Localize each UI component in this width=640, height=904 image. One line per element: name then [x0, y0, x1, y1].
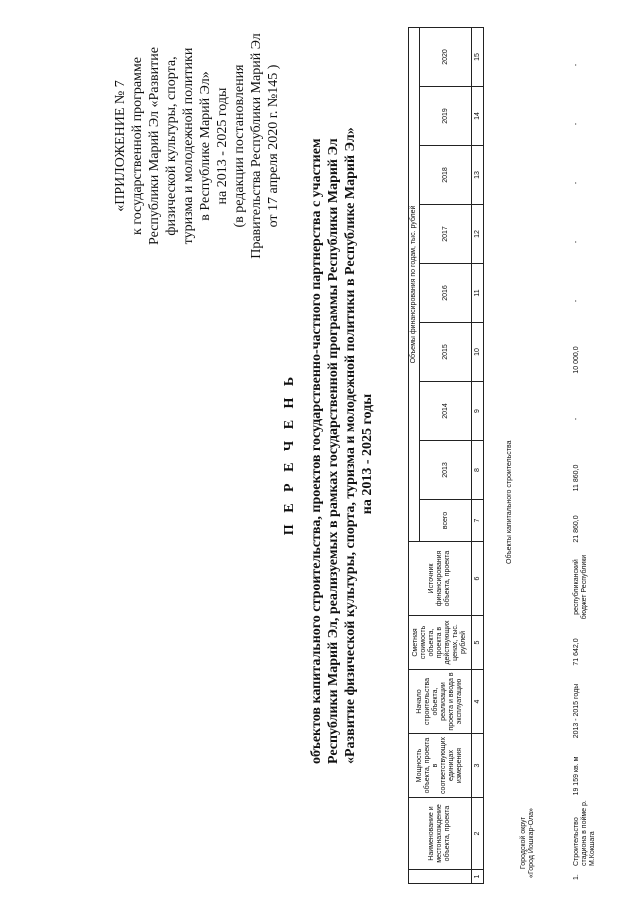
col-number: 7	[472, 500, 484, 542]
title-line: на 2013 - 2025 годы	[360, 393, 375, 515]
col-number: 3	[472, 734, 484, 798]
row-capacity: 19 159 кв. м	[573, 756, 580, 796]
header-year: 2014	[420, 382, 472, 441]
col-number: 10	[472, 323, 484, 382]
col-number: 9	[472, 382, 484, 441]
row-year-value: -	[573, 181, 580, 185]
row-year-value: -	[573, 122, 580, 126]
appendix-line: Республики Марий Эл «Развитие	[147, 47, 162, 245]
row-cost: 71 642,0	[573, 638, 580, 666]
appendix-line: от 17 апреля 2020 г. №145 )	[266, 64, 281, 228]
col-number: 5	[472, 616, 484, 670]
header-source: Источник финансирования объекта, проекта	[409, 542, 472, 616]
header-name: Наименование и местонахождение объекта, проекта	[409, 798, 472, 870]
col-number: 1	[472, 870, 484, 884]
row-year-value: 10 000,0	[573, 346, 580, 374]
col-number: 12	[472, 205, 484, 264]
row-year-value: -	[573, 417, 580, 421]
document-title	[282, 127, 376, 764]
row-year-value: -	[573, 240, 580, 244]
header-year: 2013	[420, 441, 472, 500]
title-line: Республики Марий Эл, реализуемых в рамках государственной программы Республики Марий Эл	[326, 138, 341, 764]
row-year-value: -	[573, 299, 580, 303]
appendix-line: на 2013 - 2025 годы	[215, 87, 230, 205]
header-year: 2018	[420, 146, 472, 205]
header-cost: Сметная стоимость объекта, проекта в действующих ценах, тыс. рублей	[409, 616, 472, 670]
appendix-line: физической культуры, спорта,	[164, 56, 179, 236]
appendix-block	[112, 28, 282, 264]
col-number: 13	[472, 146, 484, 205]
row-name: Строительство стадиона в пойме р. М.Кокшага	[573, 800, 596, 866]
header-total: всего	[420, 500, 472, 542]
header-year: 2019	[420, 87, 472, 146]
col-number: 8	[472, 441, 484, 500]
title-line: объектов капитального строительства, проектов государственно-частного партнерства с участием	[309, 138, 324, 764]
header-start: Начало строительства объекта, реализации проекта и ввода в эксплуатацию	[409, 670, 472, 734]
header-funding: Объемы финансирования по годам, тыс. рублей	[409, 27, 420, 541]
row-year-value: 11 860,0	[573, 464, 580, 492]
appendix-line: (в редакции постановления	[232, 64, 247, 228]
row-source: республиканский бюджет Республики	[573, 554, 588, 620]
col-number: 15	[472, 27, 484, 86]
header-empty	[409, 870, 472, 884]
appendix-line: к государственной программе	[130, 57, 145, 235]
col-number: 6	[472, 542, 484, 616]
header-capacity: Мощность объекта, проекта в соответствующих единицах измерения	[409, 734, 472, 798]
row-period: 2013 - 2015 годы	[573, 683, 580, 739]
row-total: 21 860,0	[573, 515, 580, 543]
city-label: Городской округ «Город Йошкар-Ола»	[520, 808, 535, 878]
appendix-line: в Республике Марий Эл»	[198, 71, 213, 221]
section-label: Объекты капитального строительства	[506, 440, 513, 564]
col-number: 14	[472, 87, 484, 146]
header-year: 2016	[420, 264, 472, 323]
funding-table	[408, 27, 484, 884]
header-year: 2020	[420, 27, 472, 86]
title-main: П Е Р Е Ч Е Н Ь	[282, 372, 297, 536]
col-number: 4	[472, 670, 484, 734]
header-year: 2015	[420, 323, 472, 382]
col-number: 2	[472, 798, 484, 870]
title-line: «Развитие физической культуры, спорта, туризма и молодежной политики в Республике Марий Эл»	[343, 127, 358, 764]
col-number: 11	[472, 264, 484, 323]
row-index: 1.	[573, 874, 580, 880]
appendix-line: «ПРИЛОЖЕНИЕ № 7	[113, 80, 128, 212]
appendix-line: Правительства Республики Марий Эл	[249, 33, 264, 259]
row-year-value: -	[573, 63, 580, 67]
appendix-line: туризма и молодежной политики	[181, 47, 196, 245]
header-year: 2017	[420, 205, 472, 264]
